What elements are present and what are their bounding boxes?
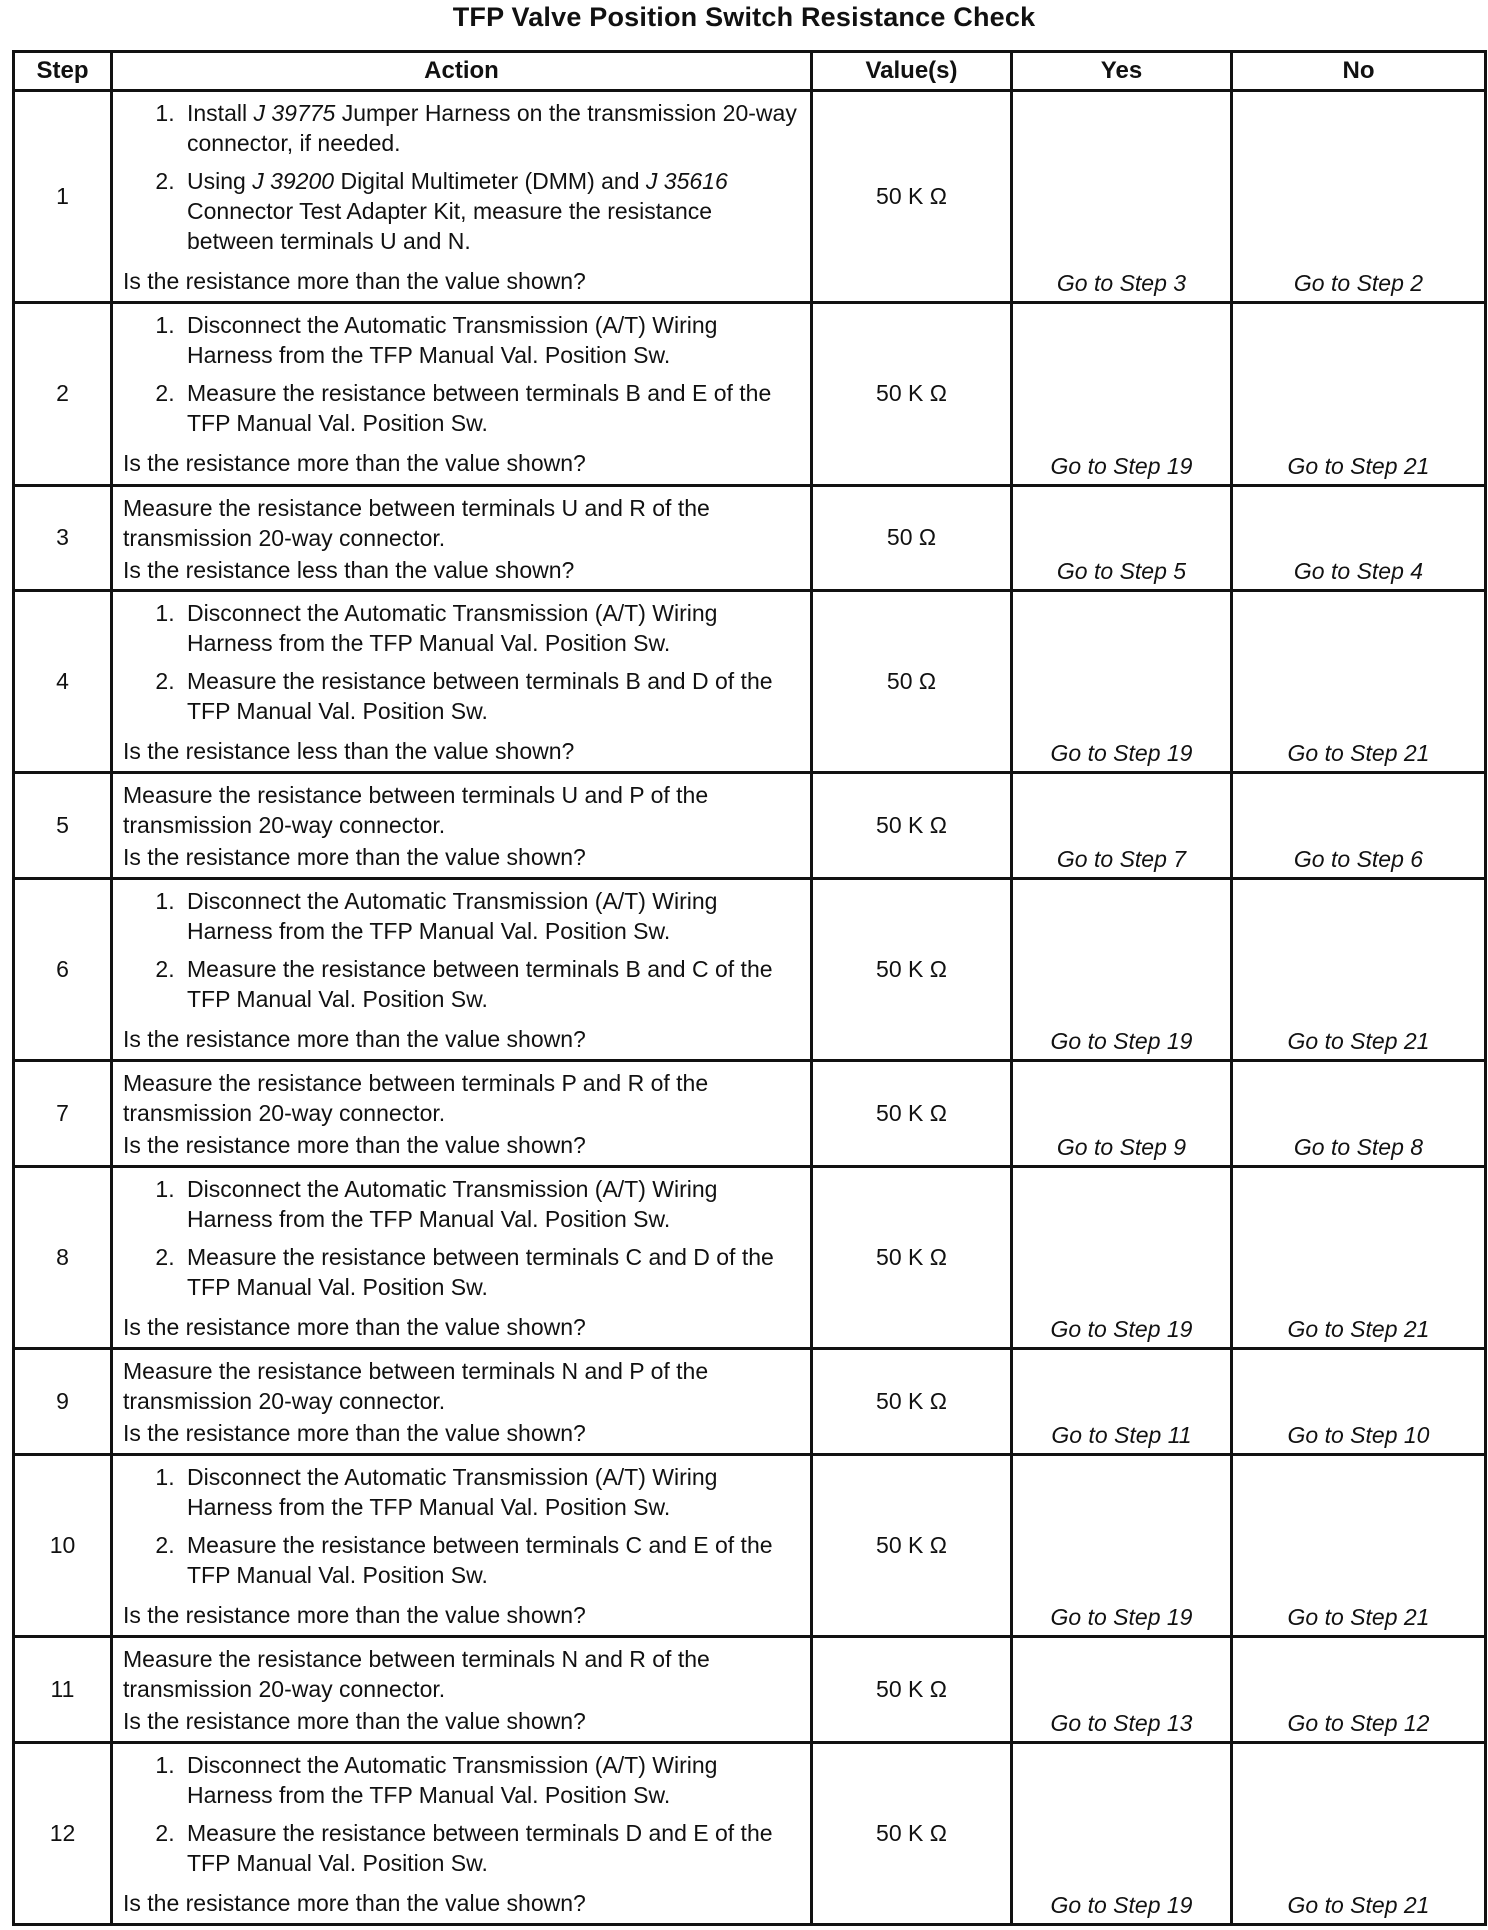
action-question: Is the resistance more than the value shown? [123,844,586,871]
action-question: Is the resistance more than the value shown? [123,1314,586,1340]
value-cell: 50 K Ω [812,1167,1012,1349]
action-cell [112,1742,812,1924]
action-cell [112,485,812,591]
value-cell: 50 K Ω [812,773,1012,879]
action-cell [112,591,812,773]
header-step: Step [14,52,112,91]
action-item: 1. Disconnect the Automatic Transmission (A/T) Wiring Harness from the TFP Manual Val. Position Sw. [181,1174,802,1234]
table-row [14,91,1486,303]
header-no: No [1232,52,1486,91]
header-action: Action [112,52,812,91]
yes-cell: Go to Step 19 [1012,1742,1232,1924]
table-row [14,1061,1486,1167]
yes-cell: Go to Step 13 [1012,1637,1232,1743]
action-text: Measure the resistance between terminals N and R of the transmission 20-way connector. [123,1646,710,1703]
table-row [14,485,1486,591]
action-text: Measure the resistance between terminals P and R of the transmission 20-way connector. [123,1070,709,1127]
step-number: 12 [14,1742,112,1924]
action-text: Install [187,100,248,126]
yes-cell: Go to Step 19 [1012,1454,1232,1636]
action-cell [112,1637,812,1743]
step-number: 1 [14,91,112,303]
no-cell: Go to Step 6 [1232,773,1486,879]
yes-cell: Go to Step 11 [1012,1349,1232,1455]
step-number: 2 [14,303,112,485]
header-yes: Yes [1012,52,1232,91]
value-cell: 50 K Ω [812,879,1012,1061]
action-cell [112,303,812,485]
yes-cell: Go to Step 19 [1012,303,1232,485]
action-cell [112,879,812,1061]
action-cell [112,1061,812,1167]
action-text: Using [187,168,246,194]
action-text: Measure the resistance between terminals U and P of the transmission 20-way connector. [123,782,709,839]
table-header-row [14,52,1486,91]
action-list [123,98,802,264]
action-list [123,1750,802,1886]
header-values: Value(s) [812,52,1012,91]
action-text: Measure the resistance between terminals N and P of the transmission 20-way connector. [123,1358,709,1415]
value-cell: 50 K Ω [812,1454,1012,1636]
yes-cell: Go to Step 19 [1012,591,1232,773]
action-question: Is the resistance less than the value shown? [123,556,575,583]
action-question: Is the resistance more than the value shown? [123,1420,586,1447]
value-cell: 50 Ω [812,485,1012,591]
no-cell: Go to Step 21 [1232,1167,1486,1349]
action-question: Is the resistance more than the value shown? [123,1601,586,1628]
action-cell [112,1454,812,1636]
yes-cell: Go to Step 19 [1012,1167,1232,1349]
resistance-check-table [12,50,1487,1926]
action-item: 2. Measure the resistance between terminals B and E of the TFP Manual Val. Position Sw. [181,378,802,438]
table-row [14,1637,1486,1743]
value-cell: 50 K Ω [812,1742,1012,1924]
action-text: Digital Multimeter (DMM) and [340,168,640,194]
table-row [14,1454,1486,1636]
action-question: Is the resistance more than the value shown? [123,1132,586,1159]
yes-cell: Go to Step 7 [1012,773,1232,879]
page-title: TFP Valve Position Switch Resistance Check [452,2,1036,32]
action-list [123,886,802,1022]
action-question: Is the resistance more than the value shown? [123,268,586,294]
action-list [123,1174,802,1310]
step-number: 8 [14,1167,112,1349]
table-row [14,1167,1486,1349]
action-cell [112,773,812,879]
action-question: Is the resistance less than the value shown? [123,738,575,765]
action-cell [112,1349,812,1455]
step-number: 9 [14,1349,112,1455]
table-row [14,879,1486,1061]
action-item: 2. Measure the resistance between terminals B and D of the TFP Manual Val. Position Sw. [181,666,802,726]
value-cell: 50 K Ω [812,1061,1012,1167]
table-row [14,591,1486,773]
action-item: 1. Disconnect the Automatic Transmission (A/T) Wiring Harness from the TFP Manual Val. Position Sw. [181,598,802,658]
action-question: Is the resistance more than the value shown? [123,1889,586,1916]
table-row [14,1349,1486,1455]
step-number: 3 [14,485,112,591]
action-list [123,1462,802,1598]
yes-cell: Go to Step 5 [1012,485,1232,591]
step-number: 11 [14,1637,112,1743]
action-item: 2. Measure the resistance between terminals B and C of the TFP Manual Val. Position Sw. [181,954,802,1014]
action-list [123,598,802,734]
tool-number: J 39775 [253,100,336,126]
action-cell [112,1167,812,1349]
no-cell: Go to Step 2 [1232,91,1486,303]
no-cell: Go to Step 21 [1232,879,1486,1061]
action-item: 1. Disconnect the Automatic Transmission (A/T) Wiring Harness from the TFP Manual Val. Position Sw. [181,1462,802,1522]
action-cell [112,91,812,303]
action-item [181,98,802,158]
action-item: 2. Measure the resistance between terminals D and E of the TFP Manual Val. Position Sw. [181,1818,802,1878]
action-text: Connector Test Adapter Kit, measure the resistance between terminals U and N. [187,198,713,254]
step-number: 10 [14,1454,112,1636]
no-cell: Go to Step 21 [1232,1454,1486,1636]
no-cell: Go to Step 12 [1232,1637,1486,1743]
yes-cell: Go to Step 9 [1012,1061,1232,1167]
step-number: 7 [14,1061,112,1167]
no-cell: Go to Step 21 [1232,591,1486,773]
table-row [14,1742,1486,1924]
no-cell: Go to Step 21 [1232,1742,1486,1924]
yes-cell: Go to Step 3 [1012,91,1232,303]
action-item: 1. Disconnect the Automatic Transmission (A/T) Wiring Harness from the TFP Manual Val. Position Sw. [181,886,802,946]
step-number: 4 [14,591,112,773]
action-list [123,310,802,446]
step-number: 5 [14,773,112,879]
no-cell: Go to Step 8 [1232,1061,1486,1167]
value-cell: 50 K Ω [812,1349,1012,1455]
tool-number: J 35616 [645,168,728,194]
action-item: 2. Measure the resistance between terminals C and D of the TFP Manual Val. Position Sw. [181,1242,802,1302]
action-item: 1. Disconnect the Automatic Transmission (A/T) Wiring Harness from the TFP Manual Val. Position Sw. [181,310,802,370]
table-row [14,303,1486,485]
no-cell: Go to Step 21 [1232,303,1486,485]
action-text: Jumper Harness on the transmission 20-way connector, if needed. [187,100,797,156]
value-cell: 50 K Ω [812,91,1012,303]
no-cell: Go to Step 10 [1232,1349,1486,1455]
table-row [14,773,1486,879]
action-question: Is the resistance more than the value shown? [123,1708,586,1735]
value-cell: 50 K Ω [812,1637,1012,1743]
value-cell: 50 K Ω [812,303,1012,485]
action-item [181,166,802,256]
action-text: Measure the resistance between terminals U and R of the transmission 20-way connector. [123,494,710,551]
value-cell: 50 Ω [812,591,1012,773]
action-question: Is the resistance more than the value shown? [123,1026,586,1053]
action-item: 2. Measure the resistance between terminals C and E of the TFP Manual Val. Position Sw. [181,1530,802,1590]
action-item: 1. Disconnect the Automatic Transmission (A/T) Wiring Harness from the TFP Manual Val. Position Sw. [181,1750,802,1810]
action-question: Is the resistance more than the value shown? [123,450,586,477]
no-cell: Go to Step 4 [1232,485,1486,591]
step-number: 6 [14,879,112,1061]
tool-number: J 39200 [252,168,335,194]
yes-cell: Go to Step 19 [1012,879,1232,1061]
